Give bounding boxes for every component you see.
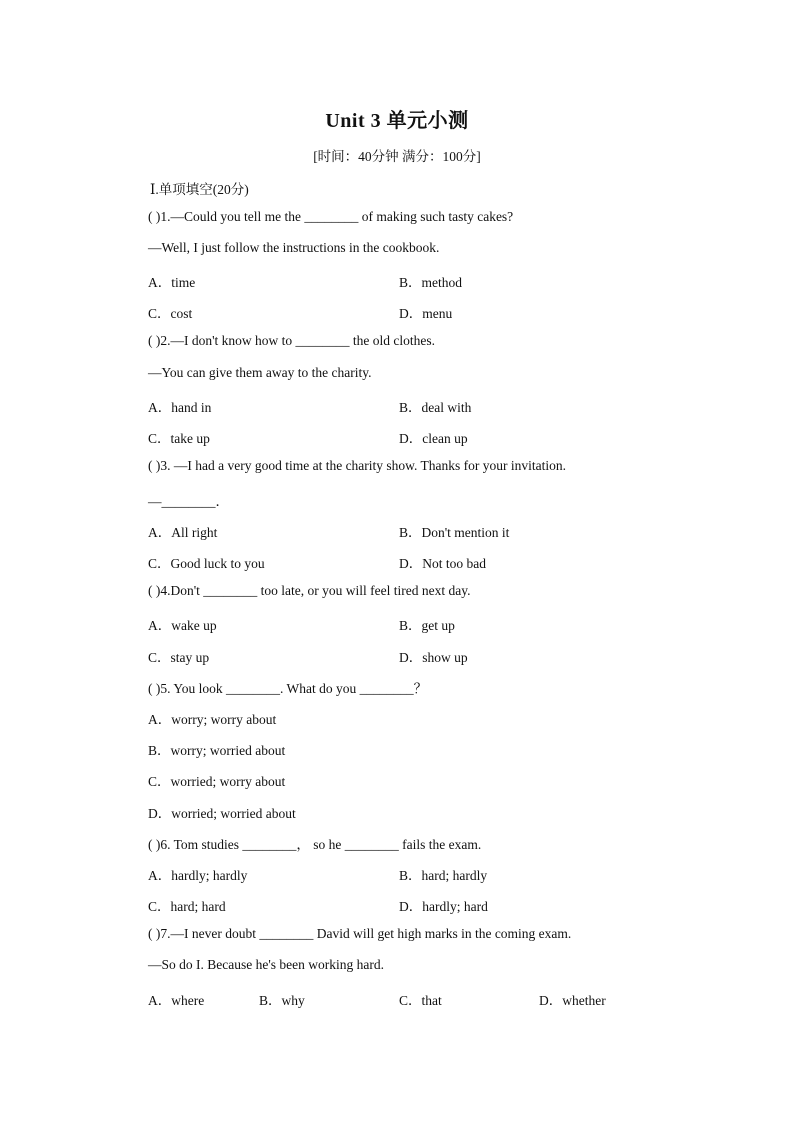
question-5-option-a: A．worry; worry about: [148, 712, 277, 727]
question-4-option-c: C．stay up: [148, 650, 210, 665]
question-3-option-a: A．All right: [148, 525, 218, 540]
section-heading: Ⅰ.单项填空(20分): [150, 182, 249, 197]
question-6-prompt: ( )6. Tom studies ________， so he ________ fails the exam.: [148, 837, 482, 852]
question-7-option-b: B．why: [259, 993, 305, 1008]
exam-info: [时间：40分钟 满分：100分]: [313, 149, 481, 164]
question-7-prompt: ( )7.—I never doubt ________ David will get high marks in the coming exam.: [148, 926, 572, 941]
page-title: Unit 3 单元小测: [325, 110, 469, 132]
question-7-option-a: A．where: [148, 993, 205, 1008]
question-7-reply: —So do I. Because he's been working hard.: [148, 957, 384, 972]
question-5-prompt: ( )5. You look ________. What do you ________？: [148, 681, 428, 696]
question-2-option-d: D．clean up: [399, 431, 468, 446]
question-5-option-b: B．worry; worried about: [148, 743, 286, 758]
question-7-option-d: D．whether: [539, 993, 606, 1008]
question-2-option-c: C．take up: [148, 431, 210, 446]
question-1-option-a: A．time: [148, 275, 196, 290]
question-4-option-a: A．wake up: [148, 618, 217, 633]
question-3-reply: —________．: [148, 494, 229, 509]
question-2-option-a: A．hand in: [148, 400, 212, 415]
question-2-option-b: B．deal with: [399, 400, 472, 415]
question-1-option-c: C．cost: [148, 306, 193, 321]
question-1-prompt: ( )1.—Could you tell me the ________ of making such tasty cakes?: [148, 209, 514, 224]
question-5-option-d: D．worried; worried about: [148, 806, 296, 821]
question-6-option-d: D．hardly; hard: [399, 899, 488, 914]
question-5-option-c: C．worried; worry about: [148, 774, 286, 789]
question-6-option-a: A．hardly; hardly: [148, 868, 248, 883]
question-1-reply: —Well, I just follow the instructions in the cookbook.: [148, 240, 440, 255]
question-2-prompt: ( )2.—I don't know how to ________ the old clothes.: [148, 333, 436, 348]
question-1-option-d: D．menu: [399, 306, 453, 321]
question-4-option-d: D．show up: [399, 650, 468, 665]
question-4-prompt: ( )4.Don't ________ too late, or you will feel tired next day.: [148, 583, 471, 598]
question-3-prompt: ( )3. —I had a very good time at the charity show. Thanks for your invitation.: [148, 458, 567, 473]
question-1-option-b: B．method: [399, 275, 462, 290]
question-2-reply: —You can give them away to the charity.: [148, 365, 372, 380]
question-6-option-c: C．hard; hard: [148, 899, 226, 914]
question-3-option-c: C．Good luck to you: [148, 556, 265, 571]
question-6-option-b: B．hard; hardly: [399, 868, 488, 883]
question-7-option-c: C．that: [399, 993, 442, 1008]
question-3-option-b: B．Don't mention it: [399, 525, 510, 540]
question-4-option-b: B．get up: [399, 618, 455, 633]
question-3-option-d: D．Not too bad: [399, 556, 486, 571]
